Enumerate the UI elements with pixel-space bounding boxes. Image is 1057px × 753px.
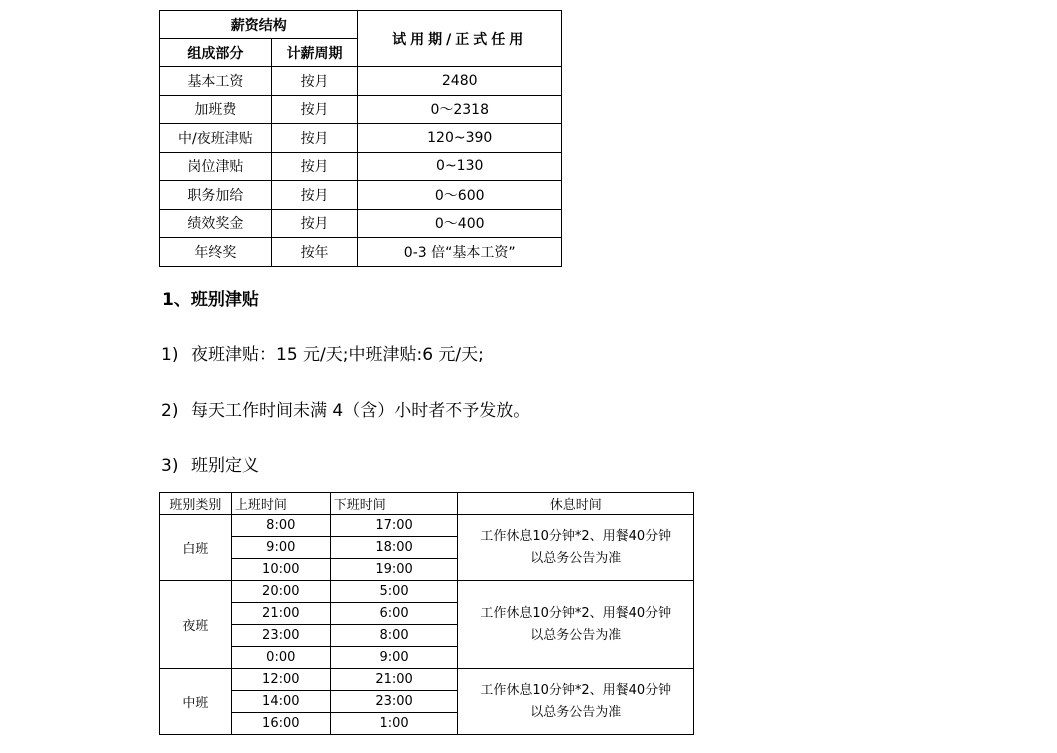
shift-definition-table: [159, 492, 694, 735]
start-time: 14:00: [231, 691, 330, 713]
end-time: 21:00: [330, 669, 458, 691]
salary-structure-table: [159, 10, 562, 267]
list-item-text: 夜班津贴：15 元/天;中班津贴:6 元/天;: [191, 345, 484, 365]
rest-time-line2: 以总务公告为准: [530, 704, 622, 720]
rest-time: [458, 669, 694, 735]
rest-time-line2: 以总务公告为准: [530, 627, 622, 643]
end-time: 1:00: [330, 713, 458, 735]
rest-time-line1: 工作休息10分钟*2、用餐40分钟: [480, 682, 672, 698]
salary-component: 绩效奖金: [160, 209, 272, 238]
section-heading: 1、班别津贴: [162, 290, 259, 310]
table-row: [160, 209, 562, 238]
start-time: 20:00: [231, 581, 330, 603]
probation-formal-header: 试用期/正式任用: [358, 11, 562, 67]
salary-component: 中/夜班津贴: [160, 124, 272, 153]
table-row: [160, 67, 562, 96]
start-time: 9:00: [231, 537, 330, 559]
table-row: [160, 581, 694, 603]
shift-header-row: [160, 493, 694, 515]
start-time: 21:00: [231, 603, 330, 625]
shift-type-header: 班别类别: [160, 493, 232, 515]
salary-cycle: 按月: [271, 124, 358, 153]
list-item-number: 3): [161, 456, 179, 476]
table-row: [160, 124, 562, 153]
list-item-number: 1): [161, 345, 179, 365]
table-row: [160, 152, 562, 181]
salary-cycle: 按月: [271, 209, 358, 238]
end-time: 17:00: [330, 515, 458, 537]
salary-component: 加班费: [160, 95, 272, 124]
end-time: 18:00: [330, 537, 458, 559]
rest-time: [458, 581, 694, 669]
salary-cycle: 按月: [271, 67, 358, 96]
start-time: 12:00: [231, 669, 330, 691]
salary-group-header: 薪资结构: [160, 11, 358, 39]
table-row: [160, 95, 562, 124]
start-time: 8:00: [231, 515, 330, 537]
rest-time-line1: 工作休息10分钟*2、用餐40分钟: [480, 528, 672, 544]
salary-cycle: 按月: [271, 95, 358, 124]
salary-component: 年终奖: [160, 238, 272, 267]
rest-time: [458, 515, 694, 581]
list-item: [161, 396, 530, 421]
end-time: 19:00: [330, 559, 458, 581]
table-row: [160, 181, 562, 210]
end-time: 8:00: [330, 625, 458, 647]
table-row: [160, 669, 694, 691]
pay-cycle-header: 计薪周期: [271, 39, 358, 67]
rest-time-line2: 以总务公告为准: [530, 550, 622, 566]
shift-name: 夜班: [160, 581, 232, 669]
start-time: 10:00: [231, 559, 330, 581]
rest-time-line1: 工作休息10分钟*2、用餐40分钟: [480, 605, 672, 621]
salary-component: 职务加给: [160, 181, 272, 210]
salary-cycle: 按月: [271, 181, 358, 210]
salary-value: 120~390: [358, 124, 562, 153]
table-row: [160, 515, 694, 537]
salary-value: 0～2318: [358, 95, 562, 124]
salary-value: 0~130: [358, 152, 562, 181]
salary-component: 基本工资: [160, 67, 272, 96]
salary-value: 2480: [358, 67, 562, 96]
salary-value: 0-3 倍“基本工资”: [358, 238, 562, 267]
shift-name: 白班: [160, 515, 232, 581]
start-time: 23:00: [231, 625, 330, 647]
table-row: [160, 238, 562, 267]
salary-value: 0～400: [358, 209, 562, 238]
end-time-header: 下班时间: [330, 493, 458, 515]
salary-cycle: 按年: [271, 238, 358, 267]
list-item: [161, 340, 484, 365]
salary-value: 0～600: [358, 181, 562, 210]
start-time: 16:00: [231, 713, 330, 735]
salary-component: 岗位津贴: [160, 152, 272, 181]
list-item-number: 2): [161, 401, 179, 421]
shift-name: 中班: [160, 669, 232, 735]
rest-time-header: 休息时间: [458, 493, 694, 515]
list-item-text: 每天工作时间未满 4（含）小时者不予发放。: [191, 401, 531, 421]
end-time: 9:00: [330, 647, 458, 669]
end-time: 23:00: [330, 691, 458, 713]
list-item: [161, 451, 259, 476]
list-item-text: 班别定义: [191, 456, 259, 476]
start-time-header: 上班时间: [231, 493, 330, 515]
component-header: 组成部分: [160, 39, 272, 67]
start-time: 0:00: [231, 647, 330, 669]
end-time: 6:00: [330, 603, 458, 625]
salary-header-row-1: [160, 11, 562, 39]
end-time: 5:00: [330, 581, 458, 603]
salary-cycle: 按月: [271, 152, 358, 181]
